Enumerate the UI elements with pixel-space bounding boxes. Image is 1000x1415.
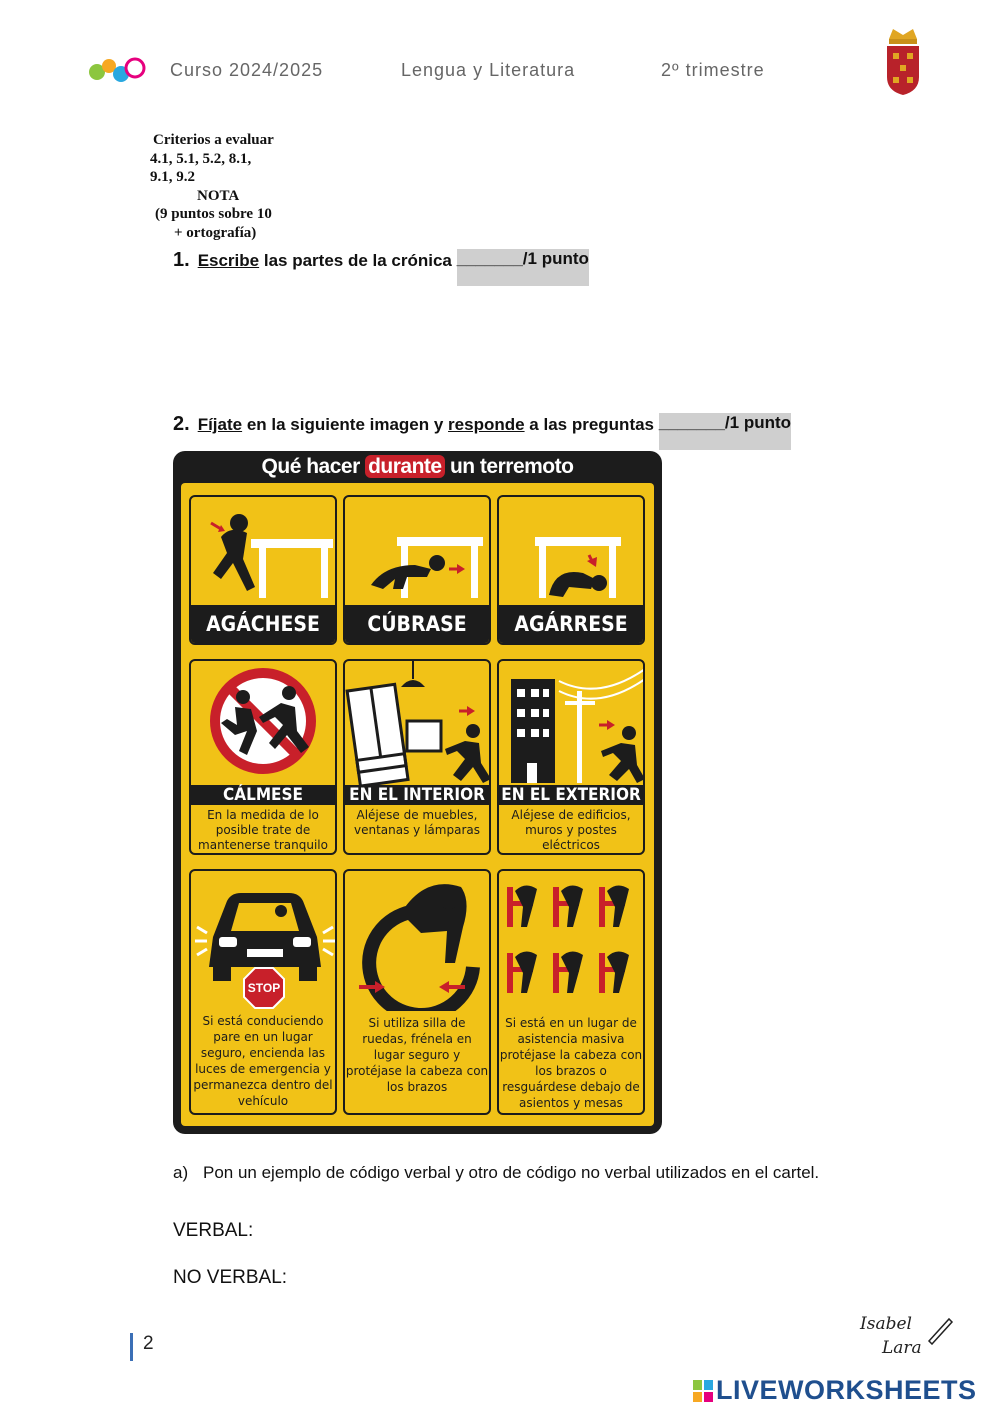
- poster-title-post: un terremoto: [444, 455, 574, 478]
- liveworksheets-logo-icon: [693, 1380, 713, 1402]
- panel-indoor: [343, 659, 491, 855]
- panel-caption: Si está en un lugar de asistencia masiva protéjase la cabeza con los brazos o resguárdese debajo de asientos y mesas: [499, 1016, 643, 1110]
- question-number: 2.: [173, 413, 190, 435]
- grade-label: NOTA: [197, 187, 240, 204]
- question-text: las partes de la crónica: [259, 251, 457, 270]
- question-a-text: Pon un ejemplo de código verbal y otro de código no verbal utilizados en el cartel.: [203, 1163, 820, 1182]
- panel-driving: [189, 869, 337, 1115]
- author-signature: [860, 1312, 922, 1360]
- term-label: 2º trimestre: [661, 60, 765, 80]
- question-text: en la siguiente imagen y: [242, 415, 449, 434]
- criteria-title: Criterios a evaluar: [153, 132, 274, 148]
- crawling-person-icon: [345, 497, 491, 605]
- nonverbal-answer-label: NO VERBAL:: [173, 1267, 288, 1288]
- criteria-block: [150, 131, 300, 242]
- question-a: [173, 1162, 833, 1184]
- building-and-power-pole-icon: [499, 661, 645, 785]
- question-2: [173, 413, 791, 450]
- no-running-icon: [191, 661, 337, 785]
- school-logo: [85, 52, 147, 88]
- verbal-answer-label: VERBAL:: [173, 1220, 254, 1241]
- panel-crowd: [497, 869, 645, 1115]
- subject-label: Lengua y Literatura: [401, 60, 576, 80]
- verbal-answer-field[interactable]: [265, 1218, 825, 1244]
- panel-calm: [189, 659, 337, 855]
- score-field[interactable]: _______/1 punto: [457, 249, 589, 286]
- grade-note: (9 puntos sobre 10: [155, 206, 272, 222]
- liveworksheets-brand[interactable]: LIVEWORKSHEETS: [716, 1375, 977, 1405]
- panel-caption: Aléjese de edificios, muros y postes eléctricos: [511, 808, 631, 852]
- earthquake-poster: [173, 451, 662, 1134]
- panel-label: CÚBRASE: [345, 605, 489, 643]
- panel-label: EN EL EXTERIOR: [499, 785, 643, 805]
- crouching-person-icon: [191, 497, 337, 605]
- panel-label: CÁLMESE: [191, 785, 335, 805]
- page-number: 2: [143, 1333, 154, 1354]
- question-verb: Fíjate: [197, 415, 243, 434]
- panel-caption: Si está conduciendo pare en un lugar seguro, encienda las luces de emergencia y permanezca dentro del vehículo: [193, 1014, 333, 1108]
- pen-icon: [925, 1315, 955, 1345]
- region-coat-of-arms: [883, 25, 923, 97]
- grade-note: + ortografía): [174, 224, 257, 241]
- panel-caption: En la medida de lo posible trate de mantenerse tranquilo: [198, 808, 328, 852]
- signature-line: Isabel: [860, 1314, 912, 1334]
- poster-title-pre: Qué hacer: [261, 455, 366, 478]
- people-under-seats-icon: [499, 871, 645, 1011]
- panel-wheelchair: [343, 869, 491, 1115]
- poster-grid: [181, 483, 654, 1126]
- question-number: 1.: [173, 249, 190, 271]
- panel-label: AGÁCHESE: [191, 605, 335, 643]
- wheelchair-icon: [345, 871, 491, 1011]
- panel-label: AGÁRRESE: [499, 605, 643, 643]
- page-number-bar: [130, 1333, 133, 1361]
- panel-label: EN EL INTERIOR: [345, 785, 489, 805]
- question-verb: Escribe: [197, 251, 260, 270]
- holding-person-icon: [499, 497, 645, 605]
- panel-caption: Si utiliza silla de ruedas, frénela en lugar seguro y protéjase la cabeza con los brazos: [345, 1016, 489, 1094]
- stop-sign-label: STOP: [247, 981, 281, 995]
- criteria-line: 9.1, 9.2: [150, 169, 195, 185]
- panel-outdoor: [497, 659, 645, 855]
- falling-furniture-icon: [345, 661, 491, 785]
- score-field[interactable]: _______/1 punto: [659, 413, 791, 450]
- poster-title-highlight: durante: [365, 455, 445, 478]
- panel-caption: Aléjese de muebles, ventanas y lámparas: [354, 808, 480, 837]
- criteria-line: 4.1, 5.1, 5.2, 8.1,: [150, 150, 252, 167]
- panel-cover: [343, 495, 491, 645]
- signature-line: Lara: [882, 1338, 922, 1358]
- poster-title: [173, 455, 662, 479]
- question-1: [173, 249, 589, 286]
- course-label: Curso 2024/2025: [170, 60, 324, 80]
- panel-drop: [189, 495, 337, 645]
- nonverbal-answer-field[interactable]: [300, 1265, 825, 1291]
- question-verb: responde: [448, 415, 525, 434]
- question-marker: a): [173, 1163, 189, 1182]
- question-text: a las preguntas: [524, 415, 659, 434]
- panel-hold: [497, 495, 645, 645]
